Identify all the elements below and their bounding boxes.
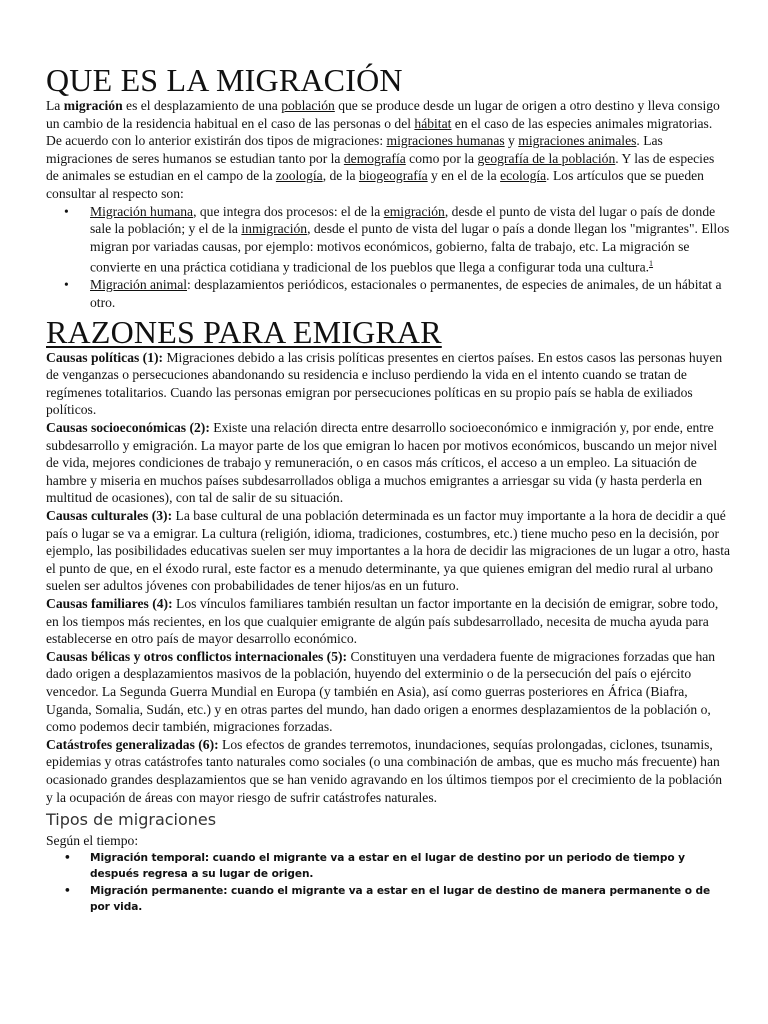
text: como por la: [405, 150, 478, 166]
cause-label: Causas políticas (1):: [46, 349, 164, 365]
list-item: • Migración permanente: cuando el migrante va a estar en el lugar de destino de manera permanente o de por vida.: [90, 883, 730, 916]
segun-el-tiempo: Según el tiempo:: [46, 833, 139, 849]
cause-text: La base cultural de una población determinada es un factor muy importante a la hora de decidir a qué país o lugar se va a emigrar. La cultura (religión, idioma, tradiciones, costumbres, etc.) tiene mucho peso en la decisión, por ejemplo, las posibilidades educativas suelen ser muy importantes a la hora de decidir las migraciones de un lugar a otro, hasta el punto de que, en el éxodo rural, este factor es a menudo determinante, ya que quienes emigran del medio rural al urbano suelen ser adultos jóvenes con probabilidades de tener hijos/as en un futuro.: [46, 508, 731, 594]
text: en el caso de las especies animales migratorias. De acuerdo con lo anterior existirán dos tipos de migraciones:: [46, 115, 713, 149]
cause-text: Existe una relación directa entre desarrollo socioeconómico e inmigración y, por ende, entre subdesarrollo y emigración. La mayor parte de los que emigran lo hacen por motivos económicos, buscando un mejor nivel de vida, mejores condiciones de trabajo y remuneración, o en casos más críticos, el acceso a un empleo. La situación de hambre y miseria en muchos países subdesarrollados obliga a muchos emigrantes a arriesgar su vida (y hasta perderla en multitud de ocasiones), con tal de salir de su situación.: [46, 420, 718, 506]
link-migraciones-humanas[interactable]: migraciones humanas: [386, 133, 505, 149]
articles-list: [46, 203, 730, 312]
text: , de la: [322, 168, 359, 184]
heading-tipos-de-migraciones: Tipos de migraciones: [46, 810, 217, 830]
footnote-ref[interactable]: 1: [649, 259, 654, 269]
link-migracion-humana[interactable]: Migración humana: [90, 203, 194, 219]
text: , desde el punto de vista del lugar o país de donde sale la población; y el de la: [90, 203, 716, 237]
cause-paragraph: [46, 507, 730, 595]
text: . Los artículos que se pueden consultar al respecto son:: [46, 168, 704, 201]
heading-razones-para-emigrar: RAZONES PARA EMIGRAR: [46, 313, 442, 350]
cause-label: Causas bélicas y otros conflictos internacionales (5):: [46, 648, 348, 664]
link-zoologia[interactable]: zoología: [275, 168, 323, 184]
cause-paragraph: [46, 419, 730, 507]
list-item: • Migración temporal: cuando el migrante va a estar en el lugar de destino por un periodo de tiempo y después regresa a su lugar de origen.: [90, 850, 730, 883]
text: : desplazamientos periódicos, estacionales o permanentes, de especies de animales, de un hábitat a otro.: [90, 277, 722, 311]
causes-section: [46, 349, 730, 806]
bold-term: migración: [63, 98, 123, 113]
cause-paragraph: [46, 349, 730, 419]
cause-text: Constituyen una verdadera fuente de migraciones forzadas que han dado origen a desplazamientos masivos de la población, huyendo del exterminio o de la persecución del país o ejército vencedor. La Segunda Guerra Mundial en Europa (y también en Asia), así como guerras posteriores en África (Biafra, Uganda, Somalia, Sudán, etc.) y en otras partes del mundo, han dado origen a enormes desplazamientos de la población o, como podemos decir también, migraciones forzadas.: [46, 648, 716, 735]
link-emigracion[interactable]: emigración: [383, 203, 445, 219]
text: , desde el punto de vista del lugar o país a donde llegan los "migrantes". Ellos migran por variadas causas, por ejemplo: motivos económicos, gobierno, falta de trabajo, etc. La migración se convierte en una práctica cotidiana y tradicional de los pueblos que llega a configurar toda una cultura.: [90, 221, 730, 275]
cause-paragraph: [46, 736, 730, 806]
text: La: [46, 98, 64, 113]
heading-que-es-la-migracion: QUE ES LA MIGRACIÓN: [46, 62, 403, 98]
cause-paragraph: [46, 648, 730, 736]
link-migraciones-animales[interactable]: migraciones animales: [518, 133, 637, 149]
text: y: [504, 133, 519, 149]
link-poblacion[interactable]: población: [281, 98, 335, 113]
link-demografia[interactable]: demografía: [343, 150, 406, 166]
cause-label: Causas culturales (3):: [46, 508, 173, 523]
cause-text: Migraciones debido a las crisis políticas presentes en ciertos países. En estos casos las personas huyen de venganzas o persecuciones abandonando su residencia e incluso perdiendo la vida en el intento cuando se tratan de regímenes totalitarios. Cuando las personas emigran por persecuciones políticas en su propio país se habla de exiliados políticos.: [46, 349, 723, 418]
tipos-list: [46, 850, 730, 916]
cause-text: Los efectos de grandes terremotos, inundaciones, sequías prolongadas, ciclones, tsunamis, epidemias y otras catástrofes tanto naturales como sociales (o una combinación de ambas, que es mucho más frecuente) han ocasionado grandes desplazamientos que se han venido agravando en los últimos tiempos por el crecimiento de la población y la ocupación de áreas con mayor riesgo de sufrir catástrofes naturales.: [46, 736, 723, 805]
cause-label: Causas familiares (4):: [46, 595, 173, 611]
text: , que integra dos procesos: el de la: [193, 203, 384, 219]
cause-text: Los vínculos familiares también resultan un factor importante en la decisión de emigrar, sobre todo, en los tiempos más recientes, en los que cualquier emigrante de algún país subdesarrollado, necesita de mucha ayuda para establecerse en otro país de mayor desarrollo económico.: [46, 595, 719, 647]
cause-paragraph: [46, 595, 730, 648]
link-migracion-animal[interactable]: Migración animal: [90, 277, 188, 293]
text: es el desplazamiento de una: [122, 98, 282, 113]
text: y en el de la: [427, 168, 501, 184]
text: . Y las de especies de animales se estudian en el campo de la: [46, 150, 715, 184]
text: que se produce desde un lugar de origen a otro destino y lleva consigo un cambio de la residencia habitual en el caso de las personas o del: [46, 98, 720, 131]
link-ecologia[interactable]: ecología: [500, 168, 547, 184]
link-inmigracion[interactable]: inmigración: [241, 221, 308, 237]
link-geografia-poblacion[interactable]: geografía de la población: [477, 150, 616, 166]
link-biogeografia[interactable]: biogeografía: [358, 168, 428, 184]
list-item: [90, 276, 730, 311]
text: . Las migraciones de seres humanos se estudian tanto por la: [46, 133, 663, 166]
intro-paragraph: [46, 97, 730, 203]
link-habitat[interactable]: hábitat: [414, 115, 452, 131]
cause-label: Causas socioeconómicas (2):: [46, 420, 210, 436]
list-item: [90, 203, 730, 277]
cause-label: Catástrofes generalizadas (6):: [46, 736, 219, 752]
